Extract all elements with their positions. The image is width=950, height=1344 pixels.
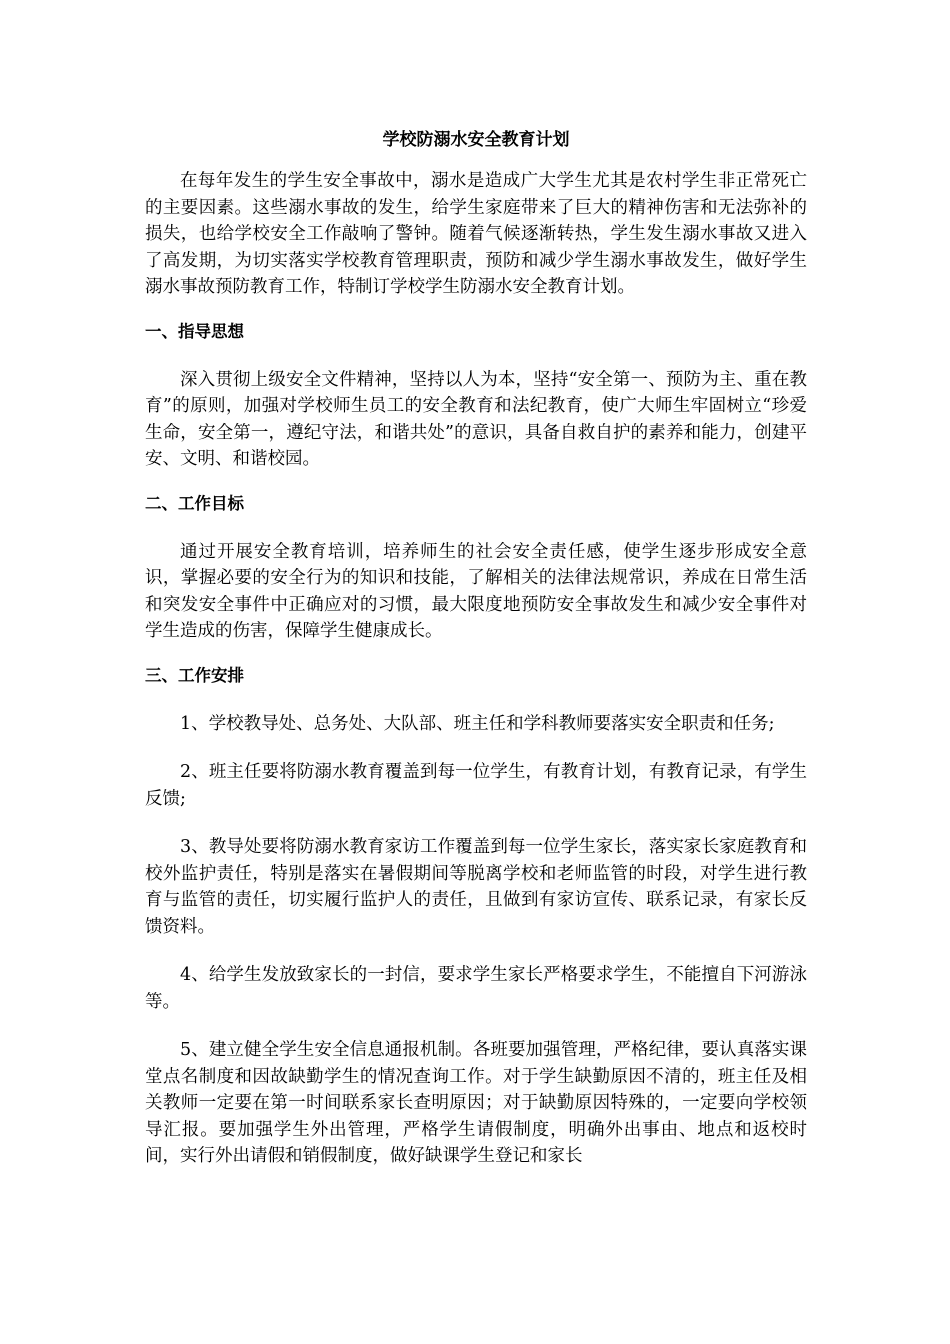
arrangement-item-1: 1、学校教导处、总务处、大队部、班主任和学科教师要落实安全职责和任务; [180, 713, 775, 734]
arrangement-item-2: 2、班主任要将防溺水教育覆盖到每一位学生，有教育计划，有教育记录，有学生反馈; [145, 762, 807, 809]
section-heading-work-arrangement: 三、工作安排 [145, 665, 244, 685]
document-body [145, 126, 807, 1192]
arrangement-item-4: 4、给学生发放致家长的一封信，要求学生家长严格要求学生，不能擅自下河游泳等。 [145, 965, 807, 1012]
section-heading-guiding-ideology: 一、指导思想 [145, 321, 244, 341]
arrangement-item-5: 5、建立健全学生安全信息通报机制。各班要加强管理，严格纪律，要认真落实课堂点名制度和因故缺勤学生的情况查询工作。对于学生缺勤原因不清的，班主任及相关教师一定要在第一时间联系家长查明原因；对于缺勤原因特殊的，一定要向学校领导汇报。要加强学生外出管理，严格学生请假制度，明确外出事由、地点和返校时间，实行外出请假和销假制度，做好缺课学生登记和家长 [145, 1040, 807, 1166]
intro-paragraph: 在每年发生的学生安全事故中，溺水是造成广大学生尤其是农村学生非正常死亡的主要因素。这些溺水事故的发生，给学生家庭带来了巨大的精神伤害和无法弥补的损失，也给学校安全工作敲响了警钟。随着气候逐渐转热，学生发生溺水事故又进入了高发期，为切实落实学校教育管理职责，预防和减少学生溺水事故发生，做好学生溺水事故预防教育工作，特制订学校学生防溺水安全教育计划。 [145, 171, 807, 297]
arrangement-item-3: 3、教导处要将防溺水教育家访工作覆盖到每一位学生家长，落实家长家庭教育和校外监护责任，特别是落实在暑假期间等脱离学校和老师监管的时段，对学生进行教育与监管的责任，切实履行监护人的责任，且做到有家访宣传、联系记录，有家长反馈资料。 [145, 837, 807, 937]
section-heading-work-goals: 二、工作目标 [145, 493, 244, 513]
document-title: 学校防溺水安全教育计划 [382, 130, 570, 150]
section-body-guiding-ideology: 深入贯彻上级安全文件精神，坚持以人为本，坚持“安全第一、预防为主、重在教育”的原则，加强对学校师生员工的安全教育和法纪教育，使广大师生牢固树立“珍爱生命，安全第一，遵纪守法，和谐共处”的意识，具备自救自护的素养和能力，创建平安、文明、和谐校园。 [145, 369, 807, 469]
section-body-work-goals: 通过开展安全教育培训，培养师生的社会安全责任感，使学生逐步形成安全意识，掌握必要的安全行为的知识和技能，了解相关的法律法规常识，养成在日常生活和突发安全事件中正确应对的习惯，最大限度地预防安全事故发生和减少安全事件对学生造成的伤害，保障学生健康成长。 [145, 541, 807, 641]
